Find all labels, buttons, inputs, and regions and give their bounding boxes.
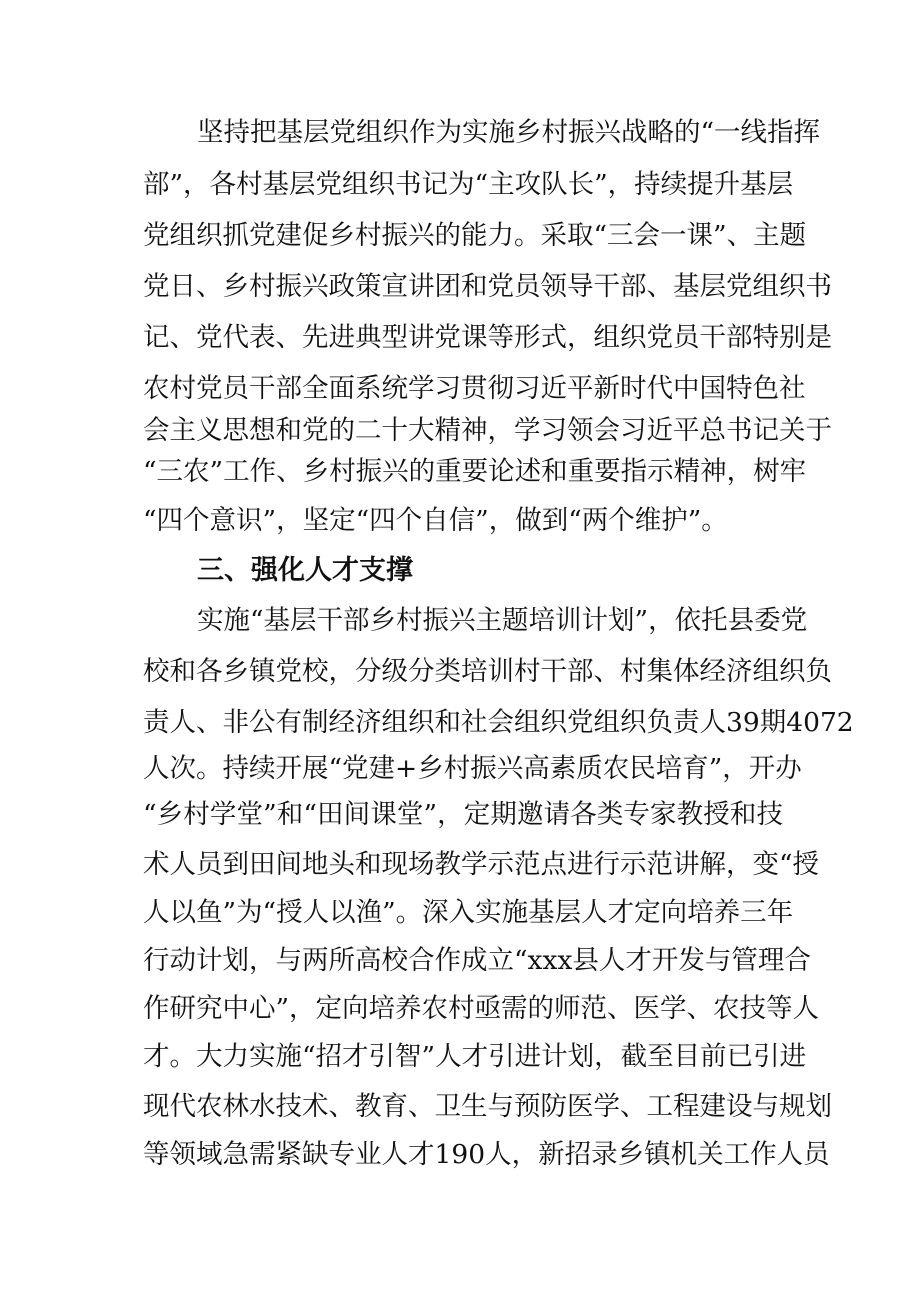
- paragraph-2-line-9: 作研究中心”，定向培养农村亟需的师范、医学、农技等人: [143, 993, 820, 1024]
- paragraph-2-line-7: 人以鱼”为“授人以渔”。深入实施基层人才定向培养三年: [143, 897, 794, 928]
- paragraph-1-line-3: 党组织抓党建促乡村振兴的能力。采取“三会一课”、主题: [143, 220, 807, 251]
- paragraph-1-line-8: “三农”工作、乡村振兴的重要论述和重要指示精神，树牢: [143, 456, 807, 487]
- paragraph-2-line-3: 责人、非公有制经济组织和社会组织党组织负责人39期4072: [143, 707, 854, 738]
- paragraph-1-line-5: 记、党代表、先进典型讲党课等形式，组织党员干部特别是: [143, 322, 832, 353]
- paragraph-2-line-4: 人次。持续开展“党建+乡村振兴高素质农民培育”，开办: [143, 753, 802, 784]
- paragraph-1-line-9: “四个意识”，坚定“四个自信”，做到“两个维护”。: [143, 505, 728, 536]
- paragraph-2-line-11: 现代农林水技术、教育、卫生与预防医学、工程建设与规划: [143, 1091, 832, 1122]
- paragraph-2-line-5: “乡村学堂”和“田间课堂”，定期邀请各类专家教授和技: [143, 799, 783, 830]
- paragraph-1-line-4: 党日、乡村振兴政策宣讲团和党员领导干部、基层党组织书: [143, 271, 832, 302]
- section-heading: 三、强化人才支撑: [197, 555, 413, 586]
- paragraph-1-line-7: 会主义思想和党的二十大精神，学习领会习近平总书记关于: [143, 415, 832, 446]
- paragraph-2-line-2: 校和各乡镇党校，分级分类培训村干部、村集体经济组织负: [143, 656, 832, 687]
- paragraph-1-line-2: 部”，各村基层党组织书记为“主攻队长”，持续提升基层: [143, 169, 794, 200]
- paragraph-2-line-8: 行动计划，与两所高校合作成立“xxx县人才开发与管理合: [143, 945, 811, 976]
- paragraph-2-line-1: 实施“基层干部乡村振兴主题培训计划”，依托县委党: [197, 605, 808, 636]
- paragraph-2-line-12: 等领域急需紧缺专业人才190人，新招录乡镇机关工作人员: [143, 1139, 830, 1170]
- paragraph-2-line-10: 才。大力实施“招才引智”人才引进计划，截至目前已引进: [143, 1041, 807, 1072]
- paragraph-2-line-6: 术人员到田间地头和现场教学示范点进行示范讲解，变“授: [143, 849, 820, 880]
- paragraph-1-line-6: 农村党员干部全面系统学习贯彻习近平新时代中国特色社: [143, 373, 806, 404]
- paragraph-1-line-1: 坚持把基层党组织作为实施乡村振兴战略的“一线指挥: [197, 117, 821, 148]
